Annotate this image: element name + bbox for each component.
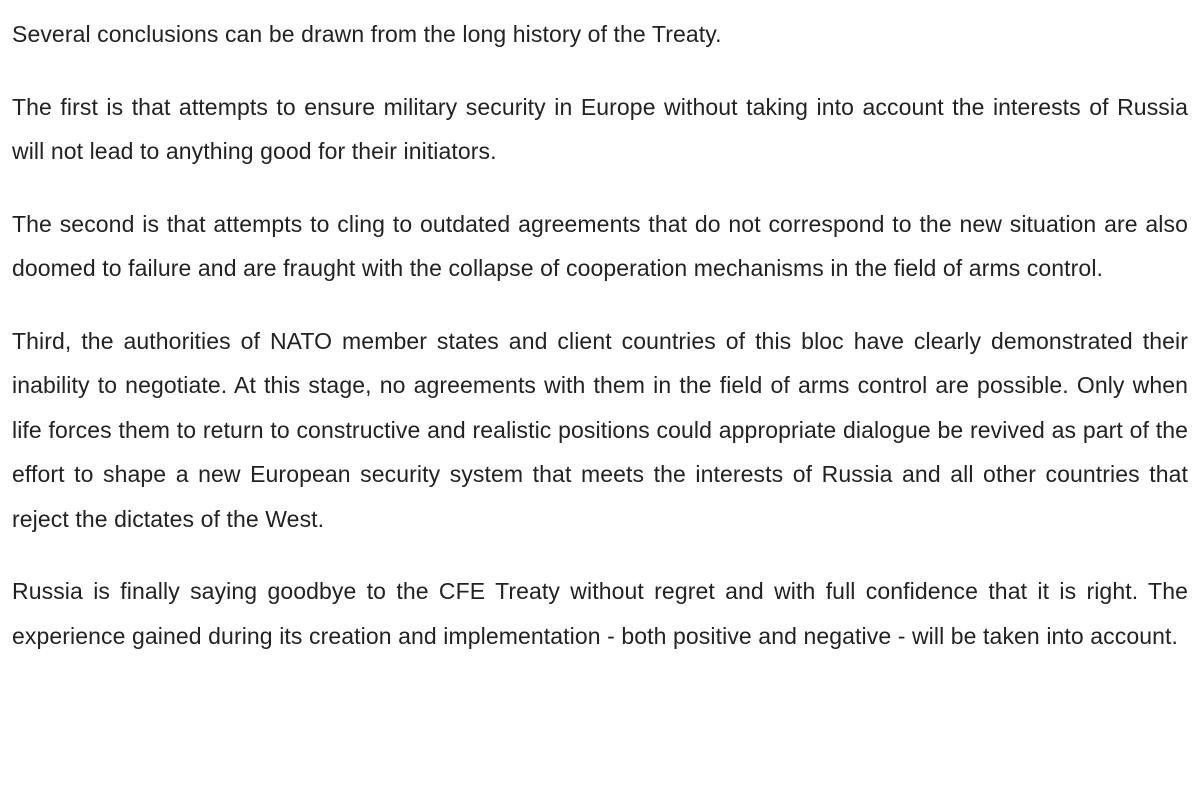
paragraph-closing-statement: Russia is finally saying goodbye to the CFE Treaty without regret and with full confidence that it is right. The experience gained during its creation and implementation - both positive and negative - will be taken into account. [12,578,1188,649]
paragraph-second-conclusion: The second is that attempts to cling to outdated agreements that do not correspond to the new situation are also doomed to failure and are fraught with the collapse of cooperation mechanisms in the field of arms control. [12,210,1188,281]
paragraph-third-conclusion: Third, the authorities of NATO member states and client countries of this bloc have clearly demonstrated their inability to negotiate. At this stage, no agreements with them in the field of arms control are possible. Only when life forces them to return to constructive and realistic positions could appropriate dialogue be revived as part of the effort to shape a new European security system that meets the interests of Russia and all other countries that reject the dictates of the West. [12,327,1188,532]
paragraph-first-conclusion: The first is that attempts to ensure military security in Europe without taking into account the interests of Russia will not lead to anything good for their initiators. [12,93,1188,164]
paragraph-conclusions-intro: Several conclusions can be drawn from the long history of the Treaty. [12,21,722,47]
